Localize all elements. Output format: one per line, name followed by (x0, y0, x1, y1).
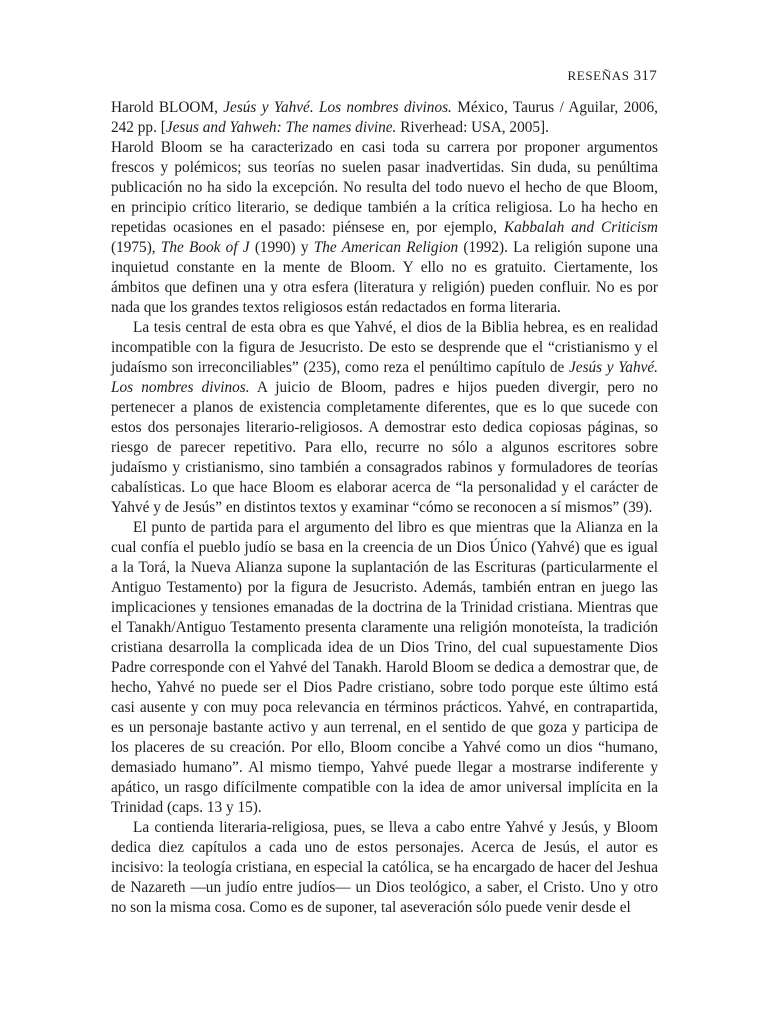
original-title: Jesus and Yahweh: The names divine. (165, 119, 397, 136)
country: USA (471, 119, 502, 136)
original-year: , 2005]. (501, 119, 549, 136)
paragraph-4: La contienda literaria-religiosa, pues, se lleva a cabo entre Yahvé y Jesús, y Bloom dedica diez capítulos a cada uno de estos personajes. Acerca de Jesús, el autor es incisivo: la teología cristiana, en especial la católica, se ha encargado de hacer del Jeshua de Nazareth —un judío entre judíos— un Dios teológico, a saber, el Cristo. Uno y otro no son la misma cosa. Como es de suponer, tal aseveración sólo puede venir desde el (111, 819, 658, 916)
author-first-name: Harold (111, 99, 154, 116)
cited-title: The American Religion (313, 239, 459, 256)
bibliographic-reference: Harold BLOOM, Jesús y Yahvé. Los nombres divinos. México, Taurus / Aguilar, 2006, 242 pp. [Jesus and Yahweh: The names divine. Riverhead: USA, 2005]. (111, 99, 659, 136)
cited-title: The Book of J (160, 239, 250, 256)
book-title: Jesús y Yahvé. Los nombres divinos. (223, 99, 452, 116)
paragraph-3: El punto de partida para el argumento del libro es que mientras que la Alianza en la cual confía el pueblo judío se basa en la creencia de un Dios Único (Yahvé) que es igual a la Torá, la Nueva Alianza supone la suplantación de las Escrituras (particularmente el Antiguo Testamento) por la figura de Jesucristo. Además, también entran en juego las implicaciones y tensiones emanadas de la doctrina de la Trinidad cristiana. Mientras que el Tanakh/Antiguo Testamento presenta claramente una religión monoteísta, la tradición cristiana desarrolla la complicada idea de un Dios Trino, del cual supuestamente Dios Padre corresponde con el Yahvé del Tanakh. Harold Bloom se dedica a demostrar que, de hecho, Yahvé no puede ser el Dios Padre cristiano, sobre todo porque este último está casi ausente y con muy poca relevancia en términos prácticos. Yahvé, en contrapartida, es un personaje bastante activo y aun terrenal, en el sentido de que goza y participa de los placeres de su creación. Por ello, Bloom concibe a Yahvé como un dios “humano, demasiado humano”. Al mismo tiempo, Yahvé puede llegar a mostrarse indiferente y apático, un rasgo difícilmente compatible con la idea de amor universal implícita en la Trinidad (caps. 13 y 15). (111, 519, 658, 816)
page-number: 317 (633, 68, 657, 84)
section-title: RESEÑAS (567, 68, 630, 83)
cited-title: Jesús y Yahvé. Los nombres divinos. (111, 359, 659, 396)
publication-info: México, Taurus / Aguilar, 2006, 242 pp. [ (111, 99, 659, 136)
cited-title: Kabbalah and Criticism (503, 219, 658, 236)
review-body (111, 98, 658, 918)
paragraph-2: La tesis central de esta obra es que Yahvé, el dios de la Biblia hebrea, es en realidad incompatible con la figura de Jesucristo. De esto se desprende que el “cristianismo y el judaísmo son irreconciliables” (235), como reza el penúltimo capítulo de Jesús y Yahvé. Los nombres divinos. A juicio de Bloom, padres e hijos pueden divergir, pero no pertenecer a planos de existencia completamente diferentes, que es lo que sucede con estos dos personajes literario-religiosos. A demostrar esto dedica copiosas páginas, so riesgo de parecer repetitivo. Para ello, recurre no sólo a algunos escritores sobre judaísmo y cristianismo, sino también a consagrados rabinos y formuladores de teorías cabalísticas. Lo que hace Bloom es elaborar acerca de “la personalidad y el carácter de Yahvé y de Jesús” en distintos textos y examinar “cómo se reconocen a sí mismos” (39). (111, 319, 659, 516)
paragraph-1: Harold Bloom se ha caracterizado en casi toda su carrera por proponer argumentos frescos y polémicos; sus teorías no suelen pasar inadvertidas. Sin duda, su penúltima publicación no ha sido la excepción. No resulta del todo nuevo el hecho de que Bloom, en principio crítico literario, se dedique también a la crítica religiosa. Lo ha hecho en repetidas ocasiones en el pasado: piénsese en, por ejemplo, Kabbalah and Criticism (1975), The Book of J (1990) y The American Religion (1992). La religión supone una inquietud constante en la mente de Bloom. Y ello no es gratuito. Ciertamente, los ámbitos que definen una y otra esfera (literatura y religión) pueden confluir. No es por nada que los grandes textos religiosos están redactados en forma literaria. (111, 139, 658, 316)
running-head (568, 68, 657, 85)
author-last-name: BLOOM (158, 99, 215, 116)
original-publisher: Riverhead: (396, 119, 472, 136)
